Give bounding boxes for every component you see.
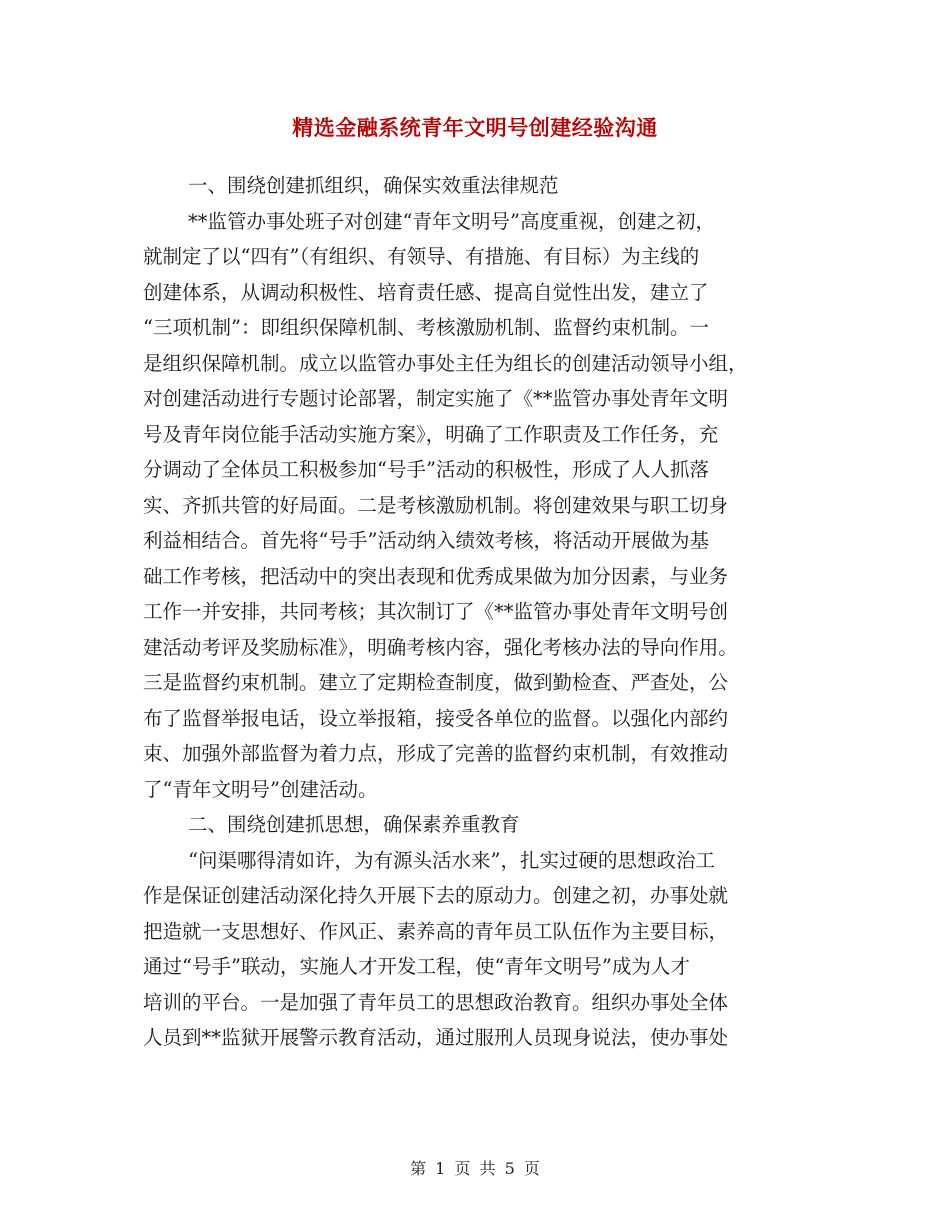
section-heading-1: 一、围绕创建抓组织，确保实效重法律规范 — [188, 174, 559, 197]
paragraph-line: 对创建活动进行专题讨论部署，制定实施了《**监管办事处青年文明 — [143, 387, 729, 410]
paragraph-line: 人员到**监狱开展警示教育活动，通过服刑人员现身说法，使办事处 — [143, 1026, 729, 1049]
paragraph-line: 了“青年文明号”创建活动。 — [143, 777, 378, 801]
paragraph-line: 号及青年岗位能手活动实施方案》，明确了工作职责及工作任务，充 — [143, 422, 719, 446]
paragraph-line: 就制定了以“四有”（有组织、有领导、有措施、有目标）为主线的 — [143, 245, 700, 268]
paragraph-line: 通过“号手”联动，实施人才开发工程，使“青年文明号”成为人才 — [143, 955, 690, 978]
document-body — [143, 168, 803, 1056]
paragraph-line: 工作一并安排，共同考核；其次制订了《**监管办事处青年文明号创 — [143, 600, 729, 623]
paragraph-line: “问渠哪得清如许，为有源头活水来”，扎实过硬的思想政治工 — [188, 848, 715, 872]
paragraph-line: 三是监督约束机制。建立了定期检查制度，做到勤检查、严查处，公 — [143, 671, 729, 694]
page-footer: 第 1 页 共 5 页 — [410, 1159, 540, 1178]
paragraph-line: 分调动了全体员工积极参加“号手”活动的积极性，形成了人人抓落 — [143, 458, 709, 481]
paragraph-line: 是组织保障机制。成立以监管办事处主任为组长的创建活动领导小组， — [143, 351, 748, 375]
section-heading-2: 二、围绕创建抓思想，确保素养重教育 — [188, 813, 520, 836]
paragraph-line: **监管办事处班子对创建“青年文明号”高度重视，创建之初， — [188, 209, 715, 233]
paragraph-line: 利益相结合。首先将“号手”活动纳入绩效考核，将活动开展做为基 — [143, 529, 709, 552]
paragraph-line: 布了监督举报电话，设立举报箱，接受各单位的监督。以强化内部约 — [143, 706, 729, 730]
paragraph-line: 实、齐抓共管的好局面。二是考核激励机制。将创建效果与职工切身 — [143, 493, 729, 517]
paragraph-line: 作是保证创建活动深化持久开展下去的原动力。创建之初，办事处就 — [143, 884, 729, 907]
paragraph-line: “三项机制”：即组织保障机制、考核激励机制、监督约束机制。一 — [143, 316, 709, 339]
paragraph-line: 建活动考评及奖励标准》，明确考核内容，强化考核办法的导向作用。 — [143, 635, 738, 659]
paragraph-line: 束、加强外部监督为着力点，形成了完善的监督约束机制，有效推动 — [143, 742, 729, 765]
document-title: 精选金融系统青年文明号创建经验沟通 — [292, 115, 658, 140]
paragraph-line: 把造就一支思想好、作风正、素养高的青年员工队伍作为主要目标， — [143, 919, 729, 943]
paragraph-line: 础工作考核，把活动中的突出表现和优秀成果做为加分因素，与业务 — [143, 564, 729, 588]
paragraph-line: 创建体系，从调动积极性、培育责任感、提高自觉性出发，建立了 — [143, 280, 709, 304]
paragraph-line: 培训的平台。一是加强了青年员工的思想政治教育。组织办事处全体 — [143, 990, 729, 1014]
